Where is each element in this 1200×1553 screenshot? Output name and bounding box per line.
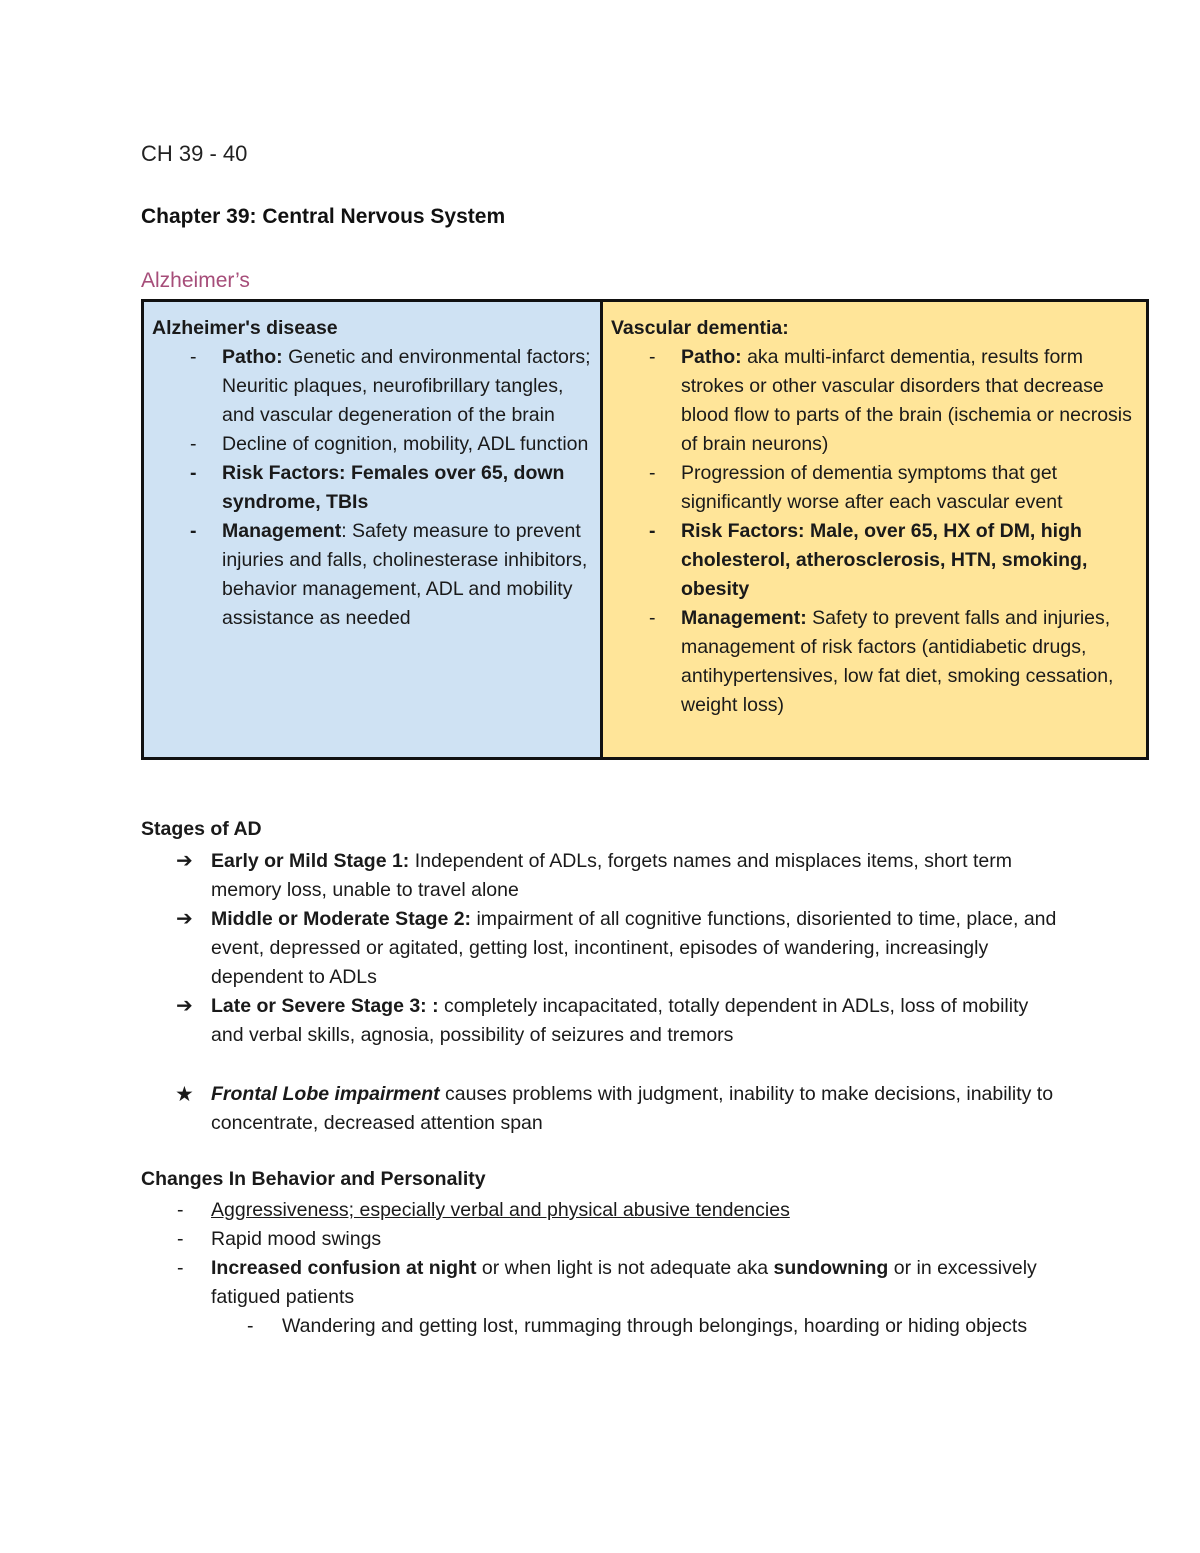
- wandering-text: Wandering and getting lost, rummaging through belongings, hoarding or hiding objects: [282, 1315, 1028, 1337]
- patho-label: Patho:: [681, 346, 742, 368]
- changes-list: [141, 1196, 1061, 1341]
- list-item: [141, 1254, 1061, 1312]
- list-item: [611, 343, 1138, 459]
- management-label: Management: [222, 520, 342, 542]
- dash-marker: -: [649, 607, 656, 629]
- chapter-title: Chapter 39: Central Nervous System: [141, 205, 506, 228]
- list-item: [152, 343, 592, 430]
- changes-heading: Changes In Behavior and Personality: [141, 1168, 486, 1190]
- dash-marker: -: [177, 1257, 184, 1279]
- stage-label: Middle or Moderate Stage 2:: [211, 908, 472, 930]
- arrow-icon: ➔: [176, 995, 193, 1017]
- stage-text: Independent of ADLs, forgets names and misplaces items, short term memory loss, unable to travel alone: [211, 850, 1012, 901]
- management-text: Safety to prevent falls and injuries, management of risk factors (antidiabetic drugs, antihypertensives, low fat diet, smoking cessation, weight loss): [681, 607, 1114, 716]
- frontal-label: Frontal Lobe impairment: [211, 1083, 440, 1105]
- star-icon: ★: [175, 1083, 194, 1106]
- dash-marker: -: [177, 1228, 184, 1250]
- dash-marker: -: [649, 346, 656, 368]
- stage-item: [141, 992, 1061, 1050]
- sub-list-item: [141, 1312, 1061, 1341]
- aggressiveness-text: Aggressiveness; especially verbal and physical abusive tendencies: [211, 1199, 790, 1221]
- section-title: Alzheimer’s: [141, 269, 250, 292]
- vascular-title: Vascular dementia:: [611, 317, 789, 339]
- alzheimers-list: [152, 343, 592, 633]
- stage-text: completely incapacitated, totally dependent in ADLs, loss of mobility and verbal skills, agnosia, possibility of seizures and tremors: [211, 995, 1029, 1046]
- list-item: [152, 517, 592, 633]
- arrow-icon: ➔: [176, 908, 193, 930]
- patho-text: Genetic and environmental factors; Neuritic plaques, neurofibrillary tangles, and vascular degeneration of the brain: [222, 346, 591, 426]
- management-label: Management:: [681, 607, 807, 629]
- list-item: [611, 459, 1138, 517]
- patho-label: Patho:: [222, 346, 283, 368]
- note-row: [141, 1080, 1061, 1138]
- stage-label: Early or Mild Stage 1:: [211, 850, 410, 872]
- list-item: [141, 1225, 1061, 1254]
- dash-marker: -: [177, 1199, 184, 1221]
- risk-text: Risk Factors: Females over 65, down syndrome, TBIs: [222, 462, 565, 513]
- alzheimers-title: Alzheimer's disease: [152, 317, 338, 339]
- decline-text: Decline of cognition, mobility, ADL function: [222, 433, 589, 455]
- vascular-dementia-cell: [603, 302, 1146, 757]
- frontal-text: causes problems with judgment, inability to make decisions, inability to concentrate, decreased attention span: [211, 1083, 1054, 1134]
- arrow-icon: ➔: [176, 850, 193, 872]
- comparison-table: [141, 299, 1149, 760]
- vascular-list: [611, 343, 1138, 720]
- dash-marker: -: [190, 433, 197, 455]
- dash-marker: -: [649, 520, 656, 542]
- fatigue-text: or in excessively fatigued patients: [211, 1257, 1037, 1308]
- dash-marker: -: [190, 520, 197, 542]
- mood-swings-text: Rapid mood swings: [211, 1228, 382, 1250]
- list-item: [611, 517, 1138, 604]
- dash-marker: -: [649, 462, 656, 484]
- progression-text: Progression of dementia symptoms that get significantly worse after each vascular event: [681, 462, 1063, 513]
- management-text: : Safety measure to prevent injuries and falls, cholinesterase inhibitors, behavior management, ADL and mobility assistance as needed: [222, 520, 588, 629]
- confusion-text: or when light is not adequate aka: [476, 1257, 774, 1279]
- stage-text: impairment of all cognitive functions, disoriented to time, place, and event, depressed or agitated, getting lost, incontinent, episodes of wandering, increasingly dependent to ADLs: [211, 908, 1057, 988]
- list-item: [152, 459, 592, 517]
- dash-marker: -: [247, 1315, 254, 1337]
- confusion-label: Increased confusion at night: [211, 1257, 477, 1279]
- stages-heading: Stages of AD: [141, 818, 262, 840]
- frontal-lobe-note: [141, 1080, 1061, 1138]
- stage-item: [141, 847, 1061, 905]
- stages-list: [141, 847, 1061, 1050]
- dash-marker: -: [190, 346, 197, 368]
- sundowning-label: sundowning: [773, 1257, 889, 1279]
- list-item: [152, 430, 592, 459]
- stage-label: Late or Severe Stage 3: :: [211, 995, 439, 1017]
- stage-item: [141, 905, 1061, 992]
- list-item: [141, 1196, 1061, 1225]
- patho-text: aka multi-infarct dementia, results form strokes or other vascular disorders that decrease blood flow to parts of the brain (ischemia or necrosis of brain neurons): [681, 346, 1132, 455]
- list-item: [611, 604, 1138, 720]
- risk-text: Risk Factors: Male, over 65, HX of DM, high cholesterol, atherosclerosis, HTN, smoking, obesity: [681, 520, 1088, 600]
- dash-marker: -: [190, 462, 197, 484]
- chapter-code: CH 39 - 40: [141, 141, 248, 166]
- alzheimers-cell: [144, 302, 603, 757]
